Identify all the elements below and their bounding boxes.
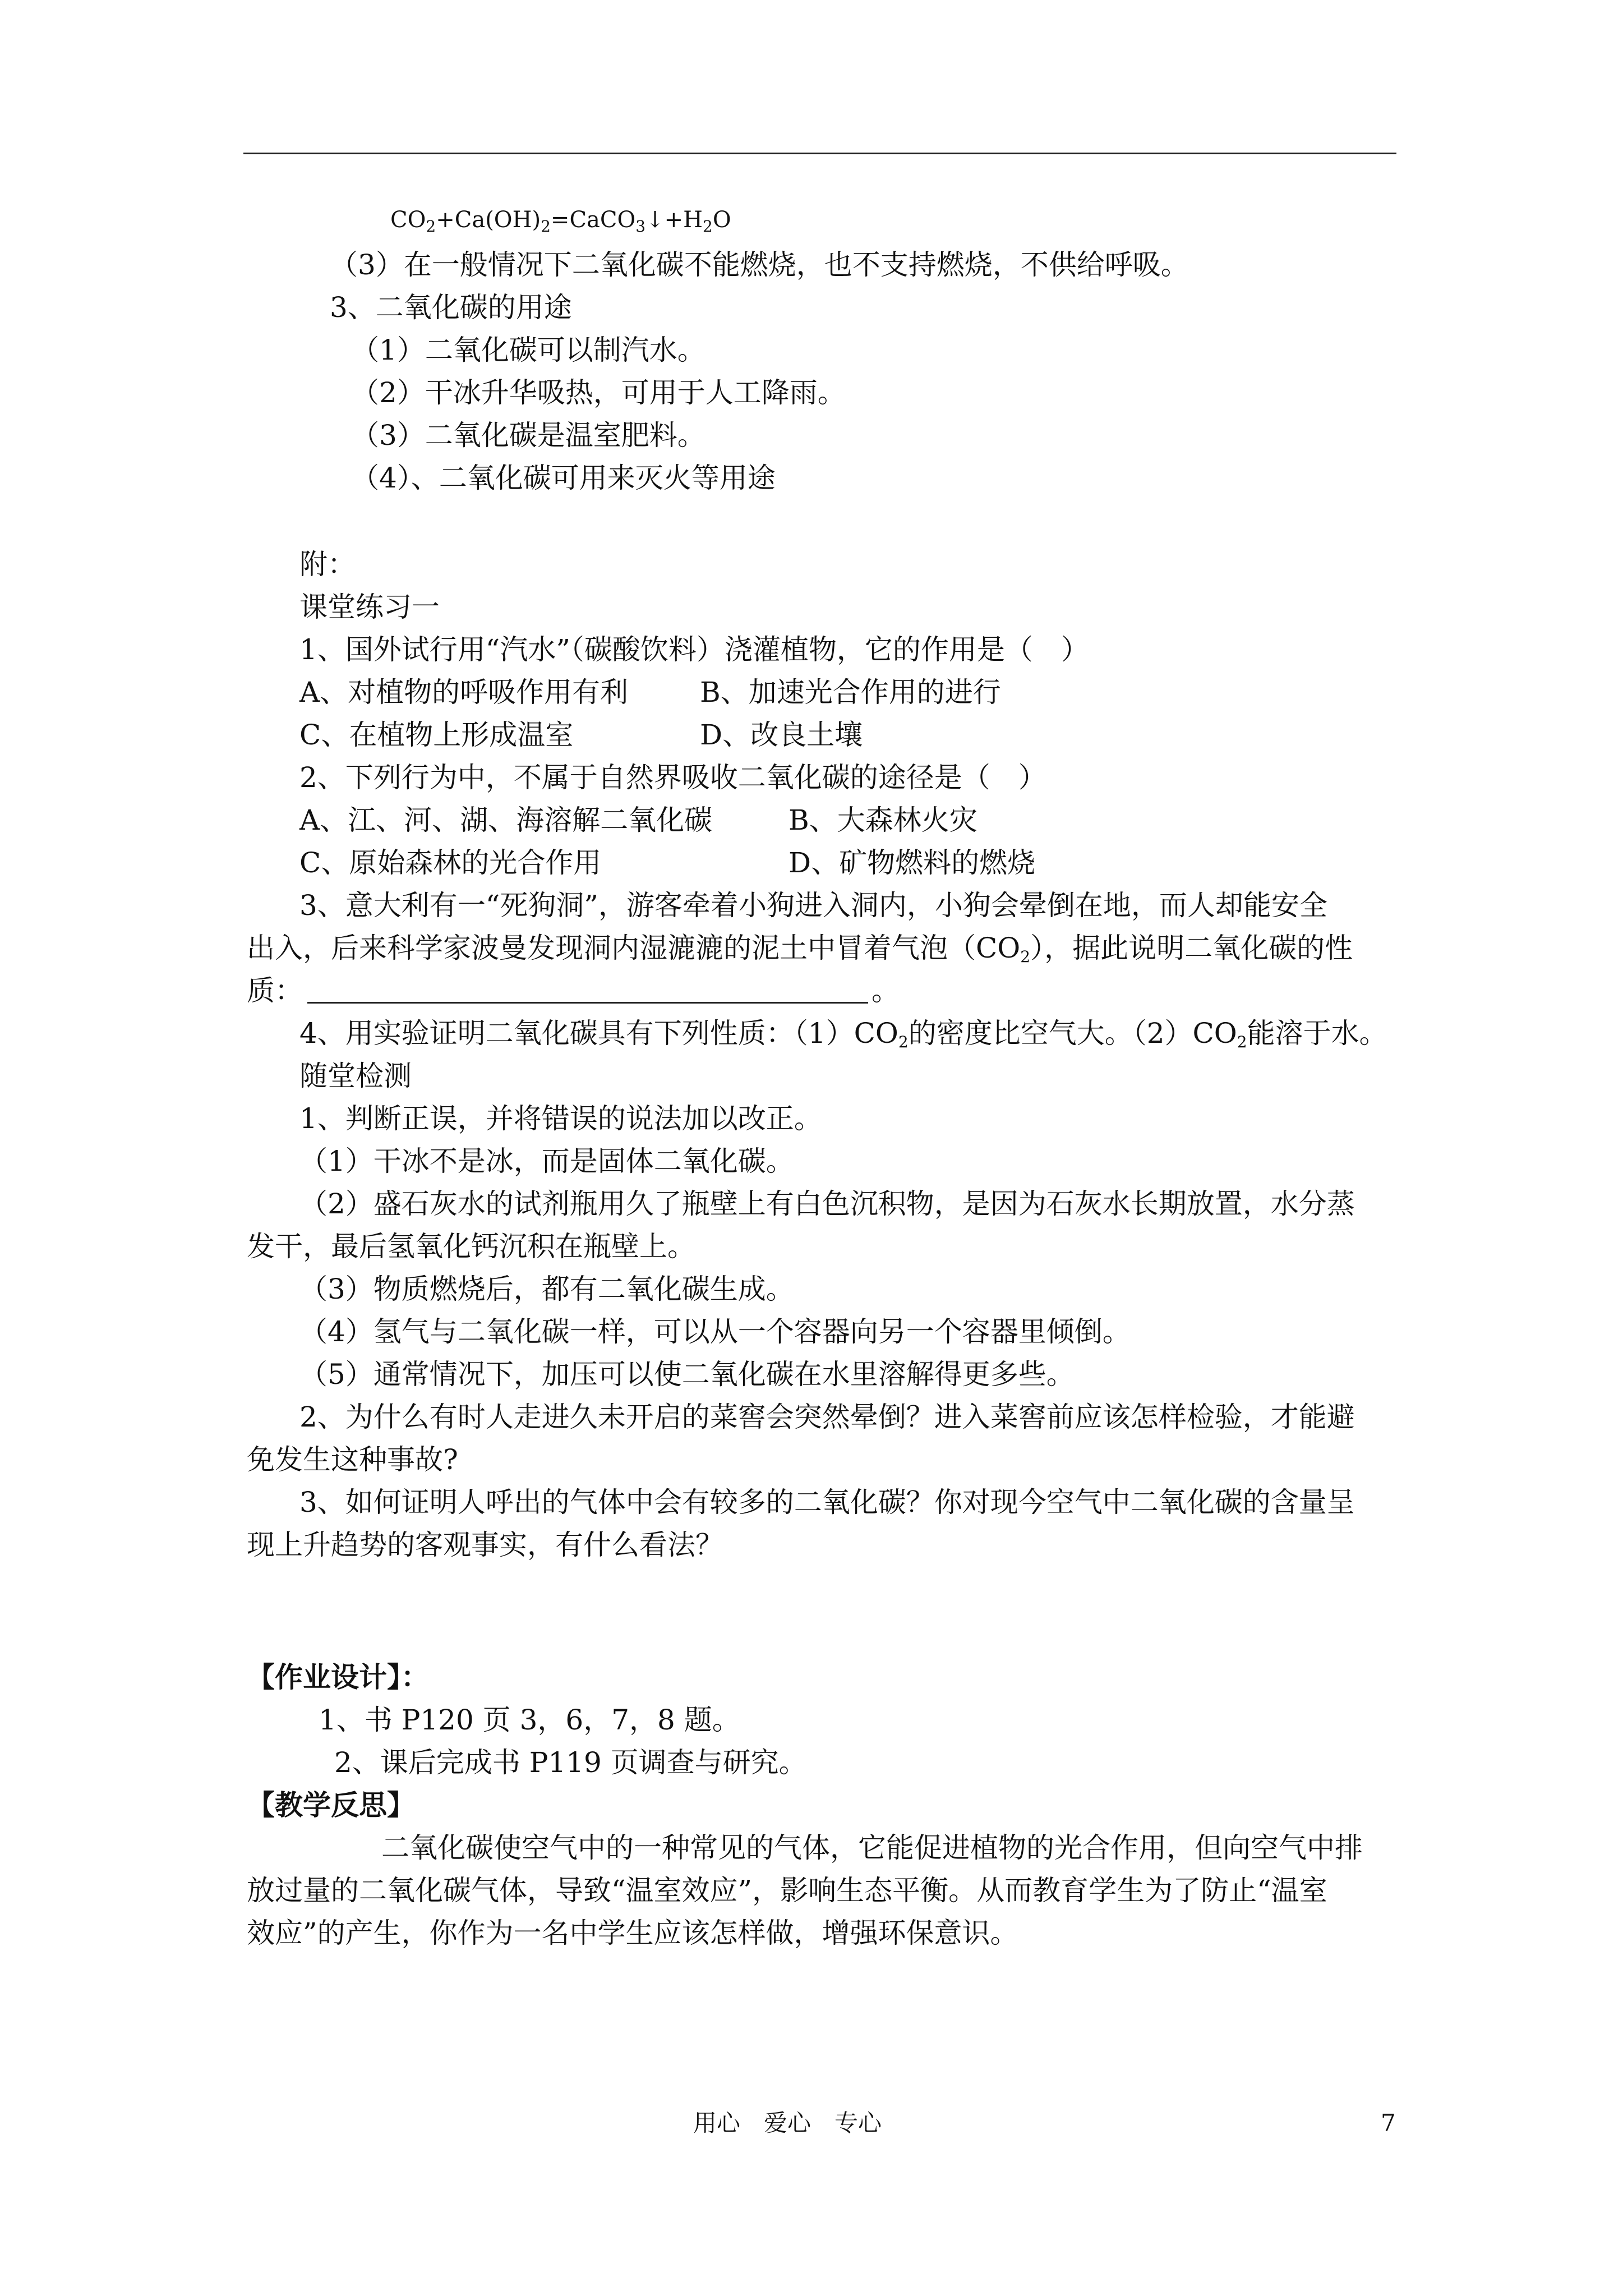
chemical-equation bbox=[390, 203, 731, 237]
page-number: 7 bbox=[1381, 2109, 1396, 2137]
reflection-text: 效应”的产生，你作为一名中学生应该怎样做，增强环保意识。 bbox=[247, 1917, 1018, 1949]
equation-subscript: 2 bbox=[426, 217, 436, 236]
subscript: 2 bbox=[898, 1033, 909, 1051]
text-run: ），据此说明二氧化碳的性 bbox=[1030, 932, 1353, 964]
exercise-title: 课堂练习一 bbox=[299, 591, 440, 623]
q1-option-c: C、在植物上形成温室 bbox=[299, 719, 574, 751]
text-run: 能溶于水。 bbox=[1247, 1017, 1387, 1050]
test-statement: 发干，最后氢氧化钙沉积在瓶壁上。 bbox=[247, 1230, 695, 1263]
exercise-q3-line3 bbox=[247, 974, 900, 1007]
test-q1: 1、判断正误，并将错误的说法加以改正。 bbox=[299, 1102, 822, 1135]
footer-motto: 用心 爱心 专心 bbox=[693, 2109, 882, 2137]
q1-option-a: A、对植物的呼吸作用有利 bbox=[299, 676, 629, 708]
uses-item: （2）干冰升华吸热，可用于人工降雨。 bbox=[351, 376, 846, 409]
homework-item: 2、课后完成书 P119 页调查与研究。 bbox=[334, 1746, 807, 1779]
uses-item: （4）、二氧化碳可用来灭火等用途 bbox=[351, 462, 776, 494]
test-statement: （4）氢气与二氧化碳一样，可以从一个容器向另一个容器里倾倒。 bbox=[299, 1315, 1131, 1348]
text-run: 4、用实验证明二氧化碳具有下列性质：（1）CO bbox=[299, 1017, 898, 1050]
subscript: 2 bbox=[1237, 1033, 1247, 1051]
test-statement: （3）物质燃烧后，都有二氧化碳生成。 bbox=[299, 1273, 794, 1305]
reflection-text: 二氧化碳使空气中的一种常见的气体，它能促进植物的光合作用，但向空气中排 bbox=[381, 1832, 1363, 1864]
exercise-q2: 2、下列行为中，不属于自然界吸收二氧化碳的途径是（ ） bbox=[299, 761, 1046, 794]
equation-part: +Ca(OH) bbox=[436, 207, 541, 233]
equation-subscript: 2 bbox=[703, 217, 713, 236]
q1-option-b: B、加速光合作用的进行 bbox=[700, 676, 1001, 708]
equation-part: =CaCO bbox=[550, 207, 636, 233]
test-statement: （1）干冰不是冰，而是固体二氧化碳。 bbox=[299, 1145, 794, 1177]
q2-option-d: D、矿物燃料的燃烧 bbox=[789, 846, 1036, 879]
test-title: 随堂检测 bbox=[299, 1060, 412, 1092]
uses-item: （3）二氧化碳是温室肥料。 bbox=[351, 419, 706, 452]
reflection-text: 放过量的二氧化碳气体，导致“温室效应”，影响生态平衡。从而教育学生为了防止“温室 bbox=[247, 1874, 1327, 1907]
subscript: 2 bbox=[1020, 947, 1031, 966]
property-3: （3）在一般情况下二氧化碳不能燃烧，也不支持燃烧，不供给呼吸。 bbox=[330, 249, 1189, 281]
test-q2: 2、为什么有时人走进久未开启的菜窖会突然晕倒？进入菜窖前应该怎样检验，才能避 bbox=[299, 1401, 1355, 1433]
test-q3: 3、如何证明人呼出的气体中会有较多的二氧化碳？你对现今空气中二氧化碳的含量呈 bbox=[299, 1486, 1355, 1519]
answer-blank[interactable] bbox=[307, 977, 868, 1004]
uses-heading: 3、二氧化碳的用途 bbox=[330, 291, 572, 324]
q1-option-d: D、改良土壤 bbox=[700, 719, 863, 751]
q2-option-b: B、大森林火灾 bbox=[789, 804, 978, 836]
reflection-title: 【教学反思】 bbox=[247, 1788, 415, 1821]
test-q3: 现上升趋势的客观事实，有什么看法？ bbox=[247, 1529, 723, 1561]
exercise-q1: 1、国外试行用“汽水”（碳酸饮料）浇灌植物，它的作用是（ ） bbox=[299, 633, 1089, 666]
header-rule bbox=[243, 153, 1396, 154]
q2-option-a: A、江、河、湖、海溶解二氧化碳 bbox=[299, 804, 713, 836]
appendix-label: 附： bbox=[299, 548, 356, 581]
equation-subscript: 3 bbox=[635, 217, 646, 236]
text-run: 出入，后来科学家波曼发现洞内湿漉漉的泥土中冒着气泡（CO bbox=[247, 932, 1021, 964]
text-run: 质： bbox=[247, 974, 303, 1007]
equation-part: CO bbox=[390, 207, 426, 233]
q2-option-c: C、原始森林的光合作用 bbox=[299, 846, 602, 879]
equation-part: ↓+H bbox=[645, 207, 703, 233]
homework-title: 【作业设计】： bbox=[247, 1660, 429, 1694]
exercise-q3-line2 bbox=[247, 931, 1353, 965]
test-statement: （2）盛石灰水的试剂瓶用久了瓶壁上有白色沉积物，是因为石灰水长期放置，水分蒸 bbox=[299, 1188, 1355, 1220]
exercise-q4 bbox=[299, 1016, 1387, 1050]
uses-item: （1）二氧化碳可以制汽水。 bbox=[351, 334, 706, 366]
test-q2: 免发生这种事故? bbox=[247, 1443, 458, 1476]
exercise-q3-line1: 3、意大利有一“死狗洞”，游客牵着小狗进入洞内，小狗会晕倒在地，而人却能安全 bbox=[299, 889, 1327, 922]
text-run: 的密度比空气大。（2）CO bbox=[908, 1017, 1237, 1050]
text-run: 。 bbox=[872, 974, 900, 1007]
equation-part: O bbox=[712, 207, 731, 233]
equation-subscript: 2 bbox=[541, 217, 551, 236]
test-statement: （5）通常情况下，加压可以使二氧化碳在水里溶解得更多些。 bbox=[299, 1358, 1075, 1391]
homework-item: 1、书 P120 页 3，6，7，8 题。 bbox=[319, 1704, 740, 1736]
